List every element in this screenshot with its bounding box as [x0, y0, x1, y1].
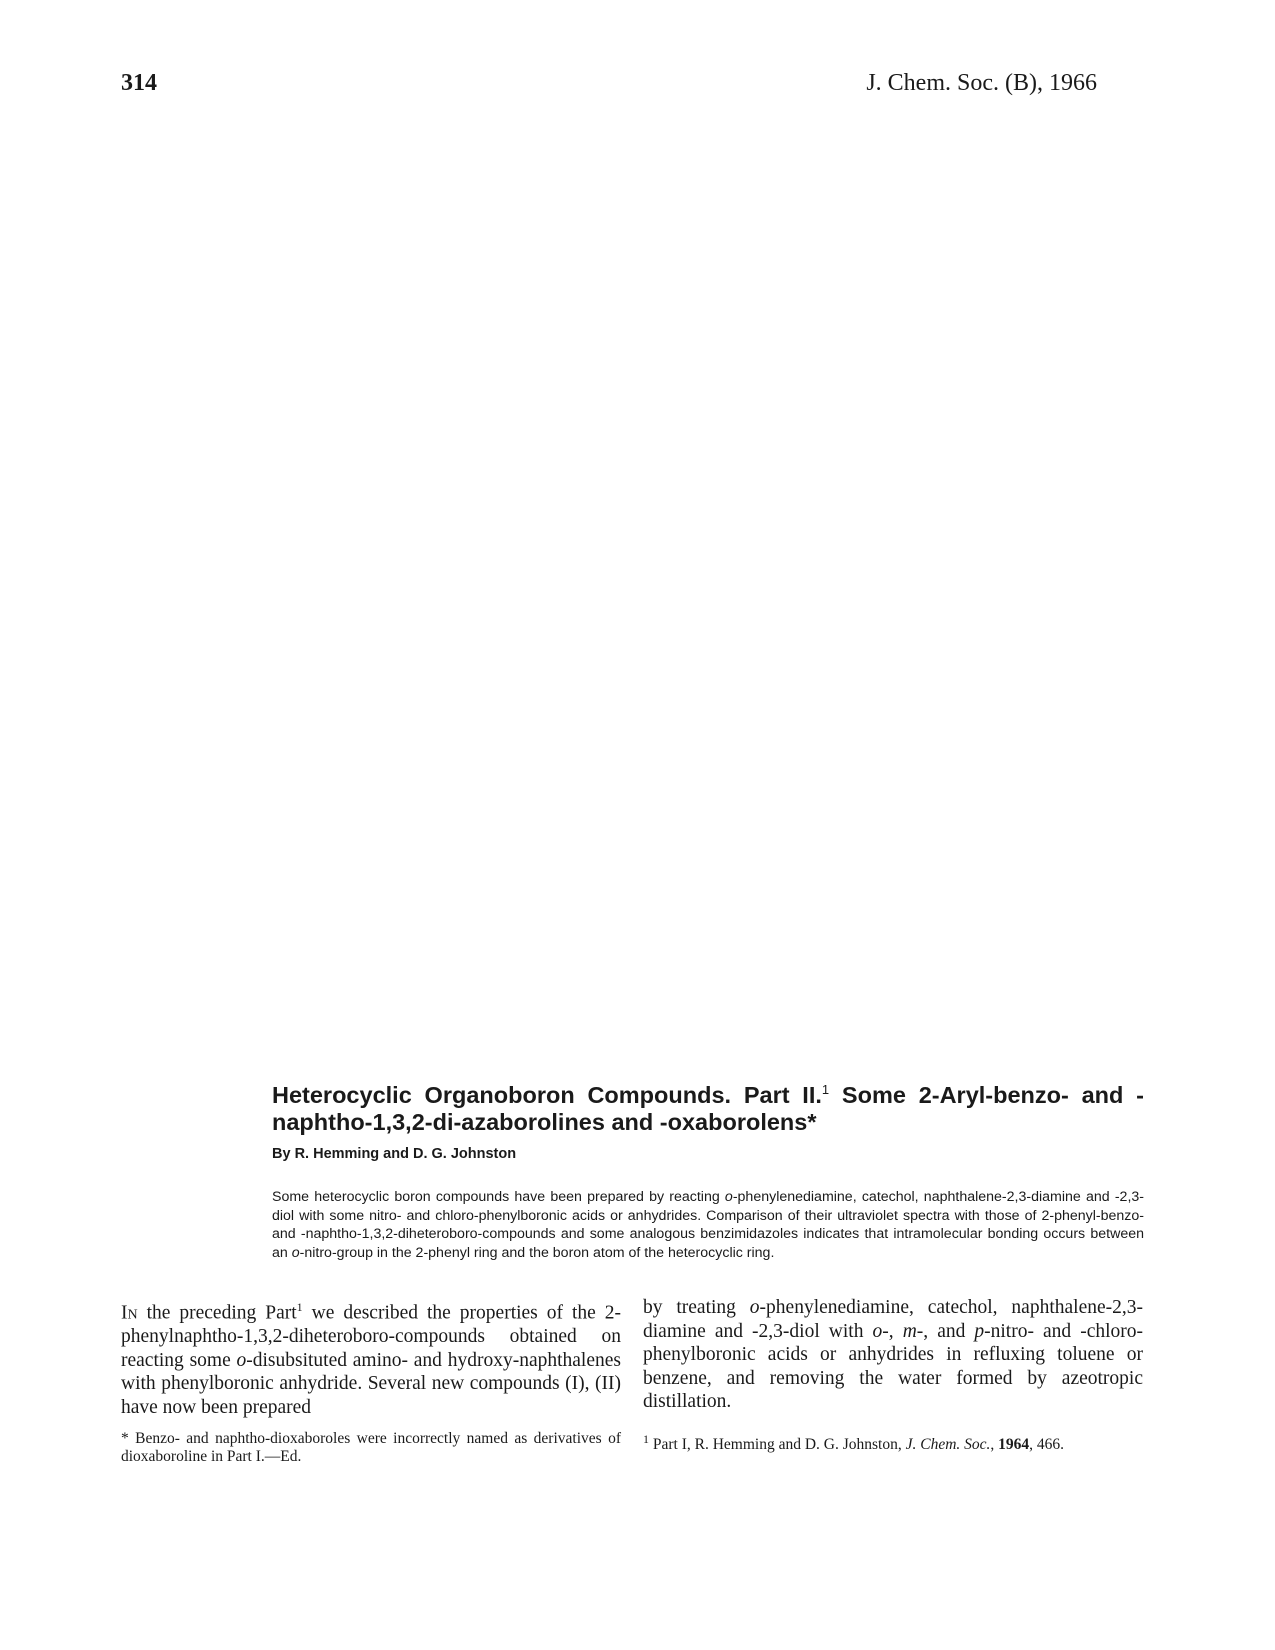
right-text-5: -nitro- and -chloro-phenylboronic acids or anhydrides in refluxing toluene or benzene, and removing the water formed by azeotropic distillation.	[643, 1320, 1143, 1412]
right-text-2: -phenylenediamine, catechol, naphthalene-2,3-diamine and -2,3-diol with	[643, 1297, 1143, 1342]
footnote-year: 1964	[998, 1436, 1030, 1454]
right-italic-2: o	[872, 1320, 883, 1342]
article-title	[272, 1076, 1144, 1136]
footnote-right-text-1: Part I, R. Hemming and D. G. Johnston,	[649, 1436, 906, 1454]
right-text-1: by treating	[643, 1297, 750, 1318]
left-italic-1: o	[236, 1349, 247, 1371]
abstract-italic-2: o	[291, 1244, 300, 1261]
title-footnote-ref: 1	[821, 1082, 830, 1097]
left-footnote-ref: 1	[296, 1300, 303, 1314]
right-text-3: -,	[882, 1320, 903, 1342]
right-italic-4: p	[974, 1320, 985, 1342]
right-italic-1: o	[749, 1297, 760, 1318]
footnote-left: * Benzo- and naphtho-dioxaboroles were incorrectly named as derivatives of dioxaboroline in Part I.—Ed.	[121, 1430, 621, 1465]
abstract-text-3: -nitro-group in the 2-phenyl ring and the boron atom of the heterocyclic ring.	[299, 1244, 775, 1261]
journal-reference: J. Chem. Soc. (B), 1966	[866, 70, 1097, 96]
authors-line: By R. Hemming and D. G. Johnston	[272, 1146, 517, 1162]
footnote-right	[643, 1430, 1143, 1454]
page-number: 314	[121, 70, 157, 96]
right-text-4: -, and	[916, 1320, 975, 1342]
left-text-1: the preceding Part	[137, 1302, 297, 1324]
footnote-right-text-3: , 466.	[1029, 1436, 1065, 1454]
footnote-number: 1	[643, 1432, 649, 1446]
abstract-text-2: -phenylenediamine, catechol, naphthalene-2,3-diamine and -2,3-diol with some nitro- and chloro-phenylboronic acids or anhydrides. Comparison of their ultraviolet spectra with those of 2-phenyl-benzo- and -naphtho-1,3,2-diheteroboro-compounds and some analogous benzimidazoles indicates that intramolecular bonding occurs between an	[272, 1189, 1145, 1261]
left-text-3: -disubsituted amino- and hydroxy-naphthalenes with phenylboronic anhydride. Several new compounds (I), (II) have now been prepared	[121, 1349, 621, 1418]
drop-word: In	[121, 1302, 138, 1324]
abstract-italic-1: o	[724, 1189, 733, 1205]
right-italic-3: m	[902, 1320, 917, 1342]
title-part-1: Heterocyclic Organoboron Compounds. Part II.	[272, 1081, 822, 1108]
footnote-right-text-2: ,	[990, 1436, 999, 1454]
title-part-2: Some 2-Aryl-benzo- and -naphtho-1,3,2-di-azaborolines and -oxaborolens*	[272, 1081, 1144, 1135]
body-column-left	[121, 1296, 621, 1419]
abstract	[272, 1188, 1144, 1262]
body-column-right	[643, 1296, 1143, 1414]
abstract-text-1: Some heterocyclic boron compounds have been prepared by reacting	[272, 1189, 725, 1205]
left-text-2: we described the properties of the 2-phenylnaphtho-1,3,2-diheteroboro-compounds obtained on reacting some	[121, 1302, 621, 1371]
footnote-journal: J. Chem. Soc.	[905, 1436, 991, 1454]
